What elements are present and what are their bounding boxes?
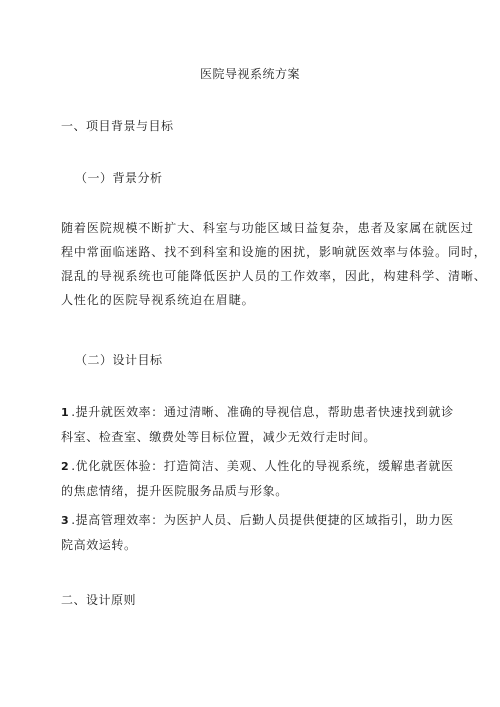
paragraph-line: 程中常面临迷路、找不到科室和设施的困扰，影响就医效率与体验。同时，	[61, 245, 487, 259]
paragraph-line: 人性化的医院导视系统迫在眉睫。	[61, 293, 255, 307]
goal-text: 的焦虑情绪，提升医院服务品质与形象。	[61, 484, 288, 498]
goal-item	[61, 454, 454, 503]
document-title: 医院导视系统方案	[199, 67, 300, 81]
paragraph-line: 随着医院规模不断扩大、科室与功能区域日益复杂，患者及家属在就医过	[61, 221, 474, 235]
goal-number: 2	[61, 460, 70, 473]
goal-number: 1	[61, 406, 70, 419]
goal-text: 科室、检查室、缴费处等目标位置，减少无效行走时间。	[61, 430, 377, 444]
goal-text: .提高管理效率：为医护人员、后勤人员提供便捷的区域指引，助力医	[71, 513, 454, 527]
goal-text: .提升就医效率：通过清晰、准确的导视信息，帮助患者快速找到就诊	[71, 405, 454, 419]
subsection-heading-goals: （二）设计目标	[75, 353, 163, 367]
section-heading-design-principles: 二、设计原则	[61, 593, 137, 607]
goal-number: 3	[61, 514, 70, 527]
background-paragraph	[61, 216, 487, 312]
goal-text: .优化就医体验：打造简洁、美观、人性化的导视系统，缓解患者就医	[71, 459, 454, 473]
section-heading-background-goals: 一、项目背景与目标	[61, 119, 174, 133]
goal-text: 院高效运转。	[61, 538, 137, 552]
goal-item	[61, 508, 454, 557]
goal-item	[61, 400, 454, 449]
paragraph-line: 混乱的导视系统也可能降低医护人员的工作效率，因此，构建科学、清晰、	[61, 269, 487, 283]
subsection-heading-background: （一）背景分析	[75, 171, 163, 185]
